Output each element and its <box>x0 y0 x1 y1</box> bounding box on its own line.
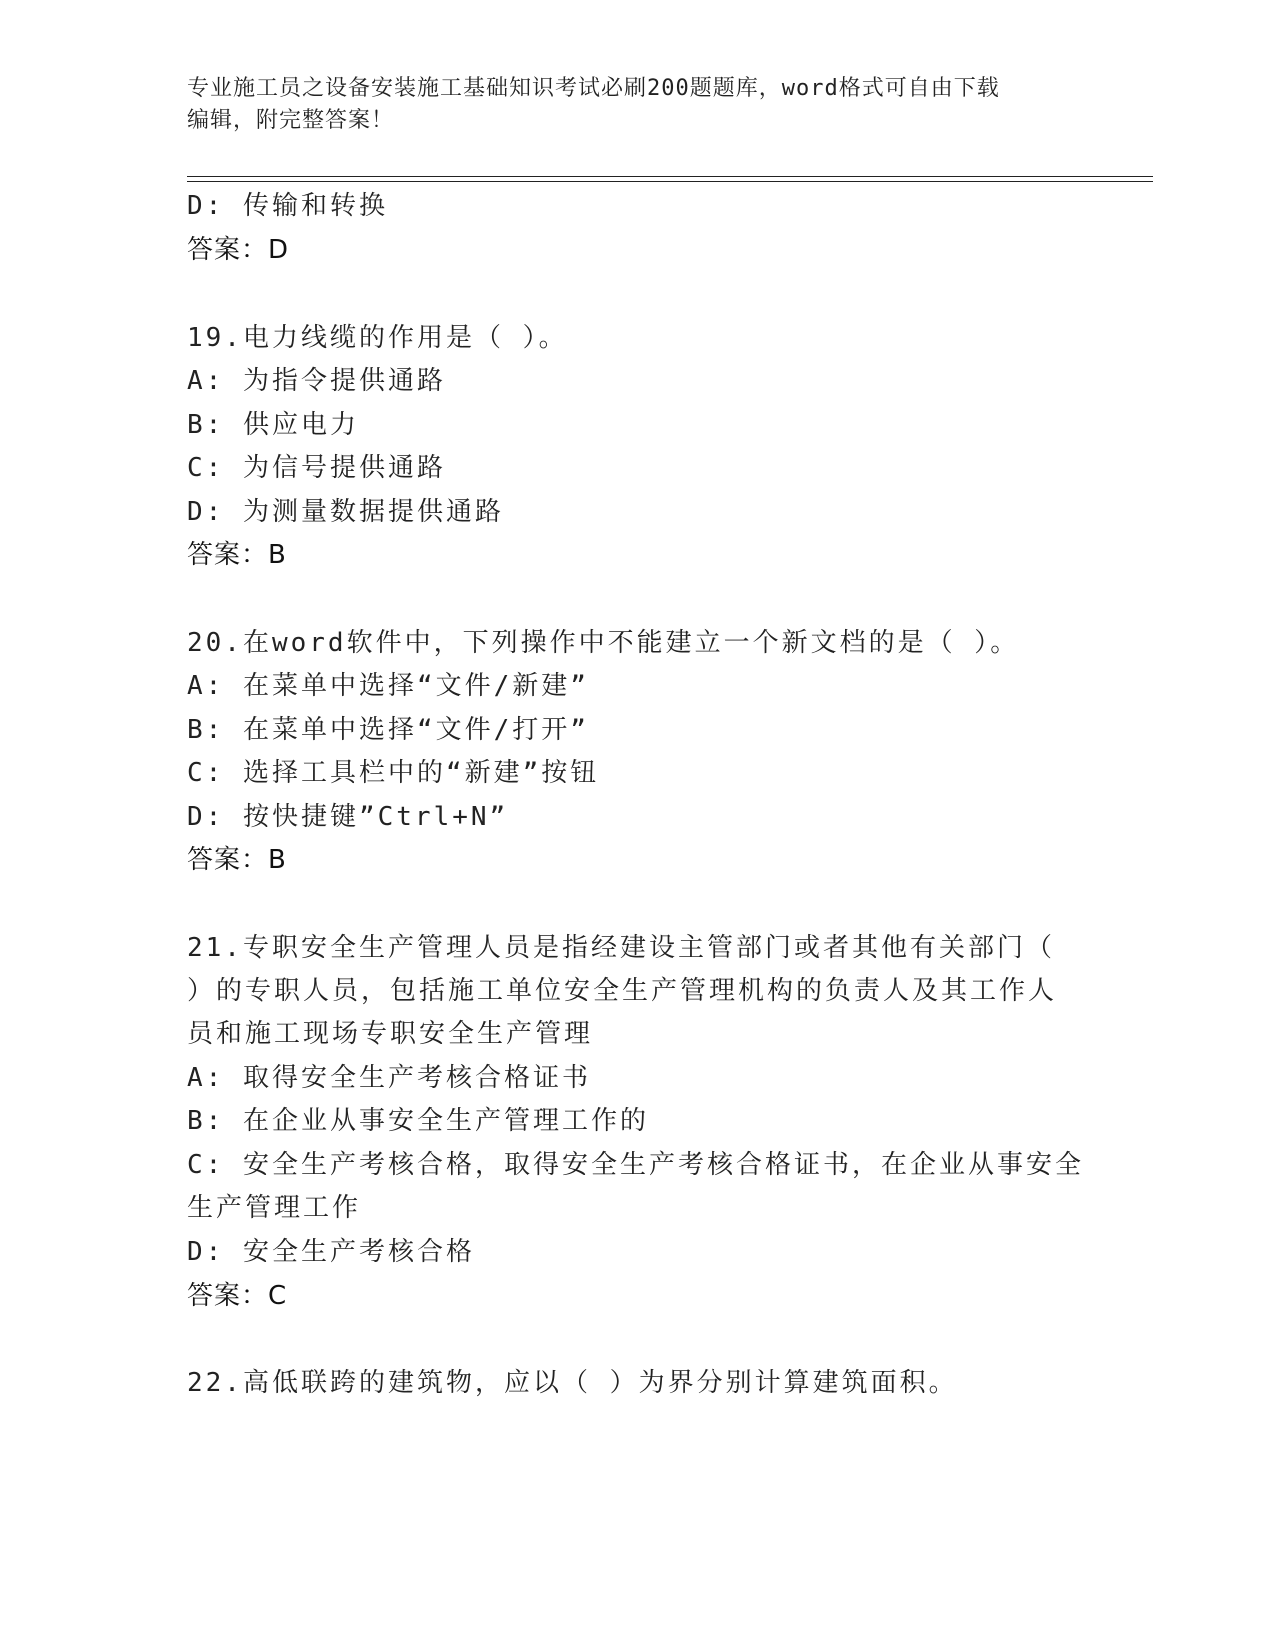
q20-option-c: C: 选择工具栏中的“新建”按钮 <box>187 758 600 788</box>
header-rule-bottom <box>187 181 1153 182</box>
q21-option-a: A: 取得安全生产考核合格证书 <box>187 1063 591 1093</box>
q19-option-b: B: 供应电力 <box>187 410 359 440</box>
q19-option-c: C: 为信号提供通路 <box>187 453 446 483</box>
q21-stem-line1: 21.专职安全生产管理人员是指经建设主管部门或者其他有关部门（ <box>187 933 1055 963</box>
q19-stem: 19.电力线缆的作用是（ ）。 <box>187 323 568 353</box>
q19-option-a: A: 为指令提供通路 <box>187 366 446 396</box>
q21-option-c-line2: 生产管理工作 <box>187 1193 362 1223</box>
q21-option-c-line1: C: 安全生产考核合格，取得安全生产考核合格证书，在企业从事安全 <box>187 1150 1084 1180</box>
q20-option-a: A: 在菜单中选择“文件/新建” <box>187 671 589 701</box>
q19-option-d: D: 为测量数据提供通路 <box>187 497 504 527</box>
header-title-line1: 专业施工员之设备安装施工基础知识考试必刷200题题库，word格式可自由下载 <box>187 76 1000 101</box>
q20-stem: 20.在word软件中，下列操作中不能建立一个新文档的是（ ）。 <box>187 628 1020 658</box>
q18-option-d: D: 传输和转换 <box>187 191 388 221</box>
q21-option-d: D: 安全生产考核合格 <box>187 1237 475 1267</box>
document-header <box>187 73 1067 137</box>
q18-answer: 答案：D <box>187 235 290 265</box>
q20-option-b: B: 在菜单中选择“文件/打开” <box>187 715 589 745</box>
q21-stem-line2: ）的专职人员，包括施工单位安全生产管理机构的负责人及其工作人 <box>187 976 1058 1006</box>
q19-answer: 答案：B <box>187 540 287 570</box>
q21-option-b: B: 在企业从事安全生产管理工作的 <box>187 1106 649 1136</box>
q21-answer: 答案：C <box>187 1281 288 1311</box>
q22-stem: 22.高低联跨的建筑物，应以（ ）为界分别计算建筑面积。 <box>187 1368 958 1398</box>
header-rule-top <box>187 176 1153 177</box>
q20-option-d: D: 按快捷键”Ctrl+N” <box>187 802 509 832</box>
q20-answer: 答案：B <box>187 845 287 875</box>
q21-stem-line3: 员和施工现场专职安全生产管理 <box>187 1019 594 1049</box>
header-title-line2: 编辑，附完整答案！ <box>187 108 395 133</box>
